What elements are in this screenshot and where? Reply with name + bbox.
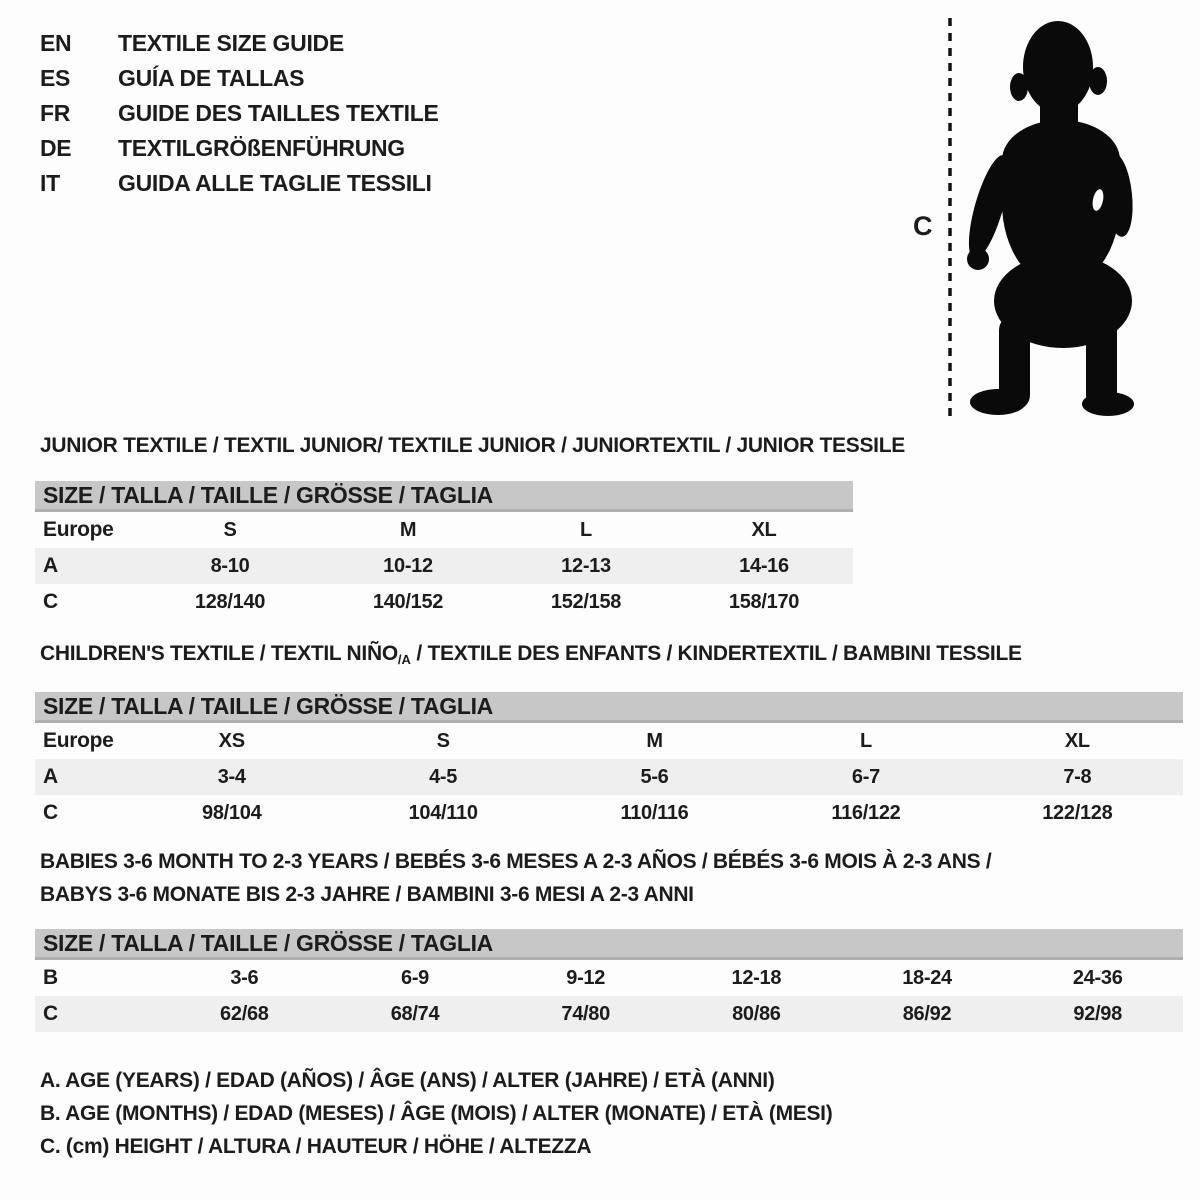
size-cell: 6-9 (401, 966, 430, 989)
column-header: M (646, 729, 663, 752)
junior-section-title: JUNIOR TEXTILE / TEXTIL JUNIOR/ TEXTILE JUNIOR / JUNIORTEXTIL / JUNIOR TESSILE (40, 434, 905, 457)
region-row (35, 512, 853, 548)
size-cell: 12-13 (561, 554, 611, 577)
size-cell: 122/128 (1042, 801, 1113, 824)
height-row (35, 996, 1183, 1032)
column-header: M (399, 518, 417, 541)
size-header-bar: SIZE / TALLA / TAILLE / GRÖSSE / TAGLIA (35, 481, 853, 512)
size-cell: 9-12 (566, 966, 606, 989)
children-title-prefix: CHILDREN'S TEXTILE / TEXTIL NIÑO (40, 642, 398, 665)
language-code: IT (40, 170, 60, 196)
size-cell: 104/110 (408, 801, 478, 824)
row-label: C (43, 590, 58, 613)
legend-line-a: A. AGE (YEARS) / EDAD (AÑOS) / ÂGE (ANS) / ALTER (JAHRE) / ETÀ (ANNI) (40, 1068, 775, 1092)
children-section-title (40, 642, 1022, 667)
size-cell: 86/92 (902, 1002, 952, 1025)
size-cell: 4-5 (429, 765, 458, 788)
language-name: GUÍA DE TALLAS (118, 65, 305, 91)
babies-section-title-line2: BABYS 3-6 MONATE BIS 2-3 JAHRE / BAMBINI 3-6 MESI A 2-3 ANNI (40, 883, 694, 906)
region-row (35, 723, 1183, 759)
row-label: A (43, 765, 58, 788)
size-cell: 12-18 (731, 966, 782, 989)
height-dashed-line (946, 16, 954, 418)
language-row-it (40, 166, 439, 201)
size-cell: 92/98 (1073, 1002, 1122, 1025)
children-title-sub: /A (397, 652, 411, 667)
language-code: EN (40, 30, 72, 56)
children-title-suffix: / TEXTILE DES ENFANTS / KINDERTEXTIL / BAMBINI TESSILE (410, 642, 1022, 665)
babies-section-title-line1: BABIES 3-6 MONTH TO 2-3 YEARS / BEBÉS 3-6 MESES A 2-3 AÑOS / BÉBÉS 3-6 MOIS À 2-3 ANS / (40, 850, 992, 873)
language-code: FR (40, 100, 71, 126)
size-cell: 116/122 (831, 801, 901, 824)
language-name: GUIDA ALLE TAGLIE TESSILI (118, 170, 432, 196)
column-header: S (436, 729, 450, 752)
size-cell: 8-10 (210, 554, 250, 577)
size-cell: 80/86 (732, 1002, 781, 1025)
size-cell: 14-16 (739, 554, 789, 577)
toddler-silhouette-icon (955, 15, 1155, 420)
size-cell: 3-4 (217, 765, 246, 788)
language-name: TEXTILE SIZE GUIDE (118, 30, 344, 56)
size-cell: 140/152 (372, 590, 444, 613)
column-header: XL (1064, 729, 1090, 752)
children-size-table (35, 692, 1183, 831)
language-list (40, 26, 439, 201)
language-row-es (40, 61, 439, 96)
size-legend (40, 1064, 832, 1163)
size-cell: 152/158 (550, 590, 622, 613)
height-row (35, 795, 1183, 831)
legend-line-c: C. (cm) HEIGHT / ALTURA / HAUTEUR / HÖHE / ALTEZZA (40, 1134, 592, 1158)
column-header: L (859, 729, 872, 752)
size-cell: 110/116 (620, 801, 689, 824)
junior-size-table (35, 481, 853, 620)
language-row-de (40, 131, 439, 166)
region-label: Europe (43, 518, 114, 541)
row-label: C (43, 1002, 58, 1025)
column-header: L (580, 518, 592, 541)
size-cell: 24-36 (1072, 966, 1123, 989)
row-label: C (43, 801, 58, 824)
age-row (35, 759, 1183, 795)
size-cell: 7-8 (1063, 765, 1092, 788)
region-label: Europe (43, 729, 114, 752)
language-code: DE (40, 135, 72, 161)
size-cell: 6-7 (851, 765, 880, 788)
size-cell: 74/80 (561, 1002, 610, 1025)
column-header: S (223, 518, 237, 541)
size-header-bar: SIZE / TALLA / TAILLE / GRÖSSE / TAGLIA (35, 929, 1183, 960)
column-header: XS (218, 729, 245, 752)
row-label: A (43, 554, 58, 577)
language-name: TEXTILGRÖßENFÜHRUNG (118, 135, 405, 161)
size-cell: 98/104 (202, 801, 262, 824)
size-cell: 10-12 (383, 554, 433, 577)
age-row (35, 548, 853, 584)
size-cell: 5-6 (640, 765, 669, 788)
age-months-row (35, 960, 1183, 996)
language-row-fr (40, 96, 439, 131)
size-cell: 18-24 (902, 966, 952, 989)
size-cell: 128/140 (194, 590, 266, 613)
column-header: XL (751, 518, 777, 541)
language-name: GUIDE DES TAILLES TEXTILE (118, 100, 439, 126)
height-row (35, 584, 853, 620)
height-measure-label: C (913, 211, 933, 241)
size-cell: 158/170 (728, 590, 800, 613)
language-code: ES (40, 65, 71, 91)
size-header-bar: SIZE / TALLA / TAILLE / GRÖSSE / TAGLIA (35, 692, 1183, 723)
height-figure (900, 0, 1200, 430)
row-label: B (43, 966, 58, 989)
legend-line-b: B. AGE (MONTHS) / EDAD (MESES) / ÂGE (MOIS) / ALTER (MONATE) / ETÀ (MESI) (40, 1101, 833, 1125)
size-cell: 62/68 (220, 1002, 269, 1025)
language-row-en (40, 26, 439, 61)
size-cell: 68/74 (390, 1002, 440, 1025)
size-cell: 3-6 (230, 966, 259, 989)
babies-size-table (35, 929, 1183, 1032)
